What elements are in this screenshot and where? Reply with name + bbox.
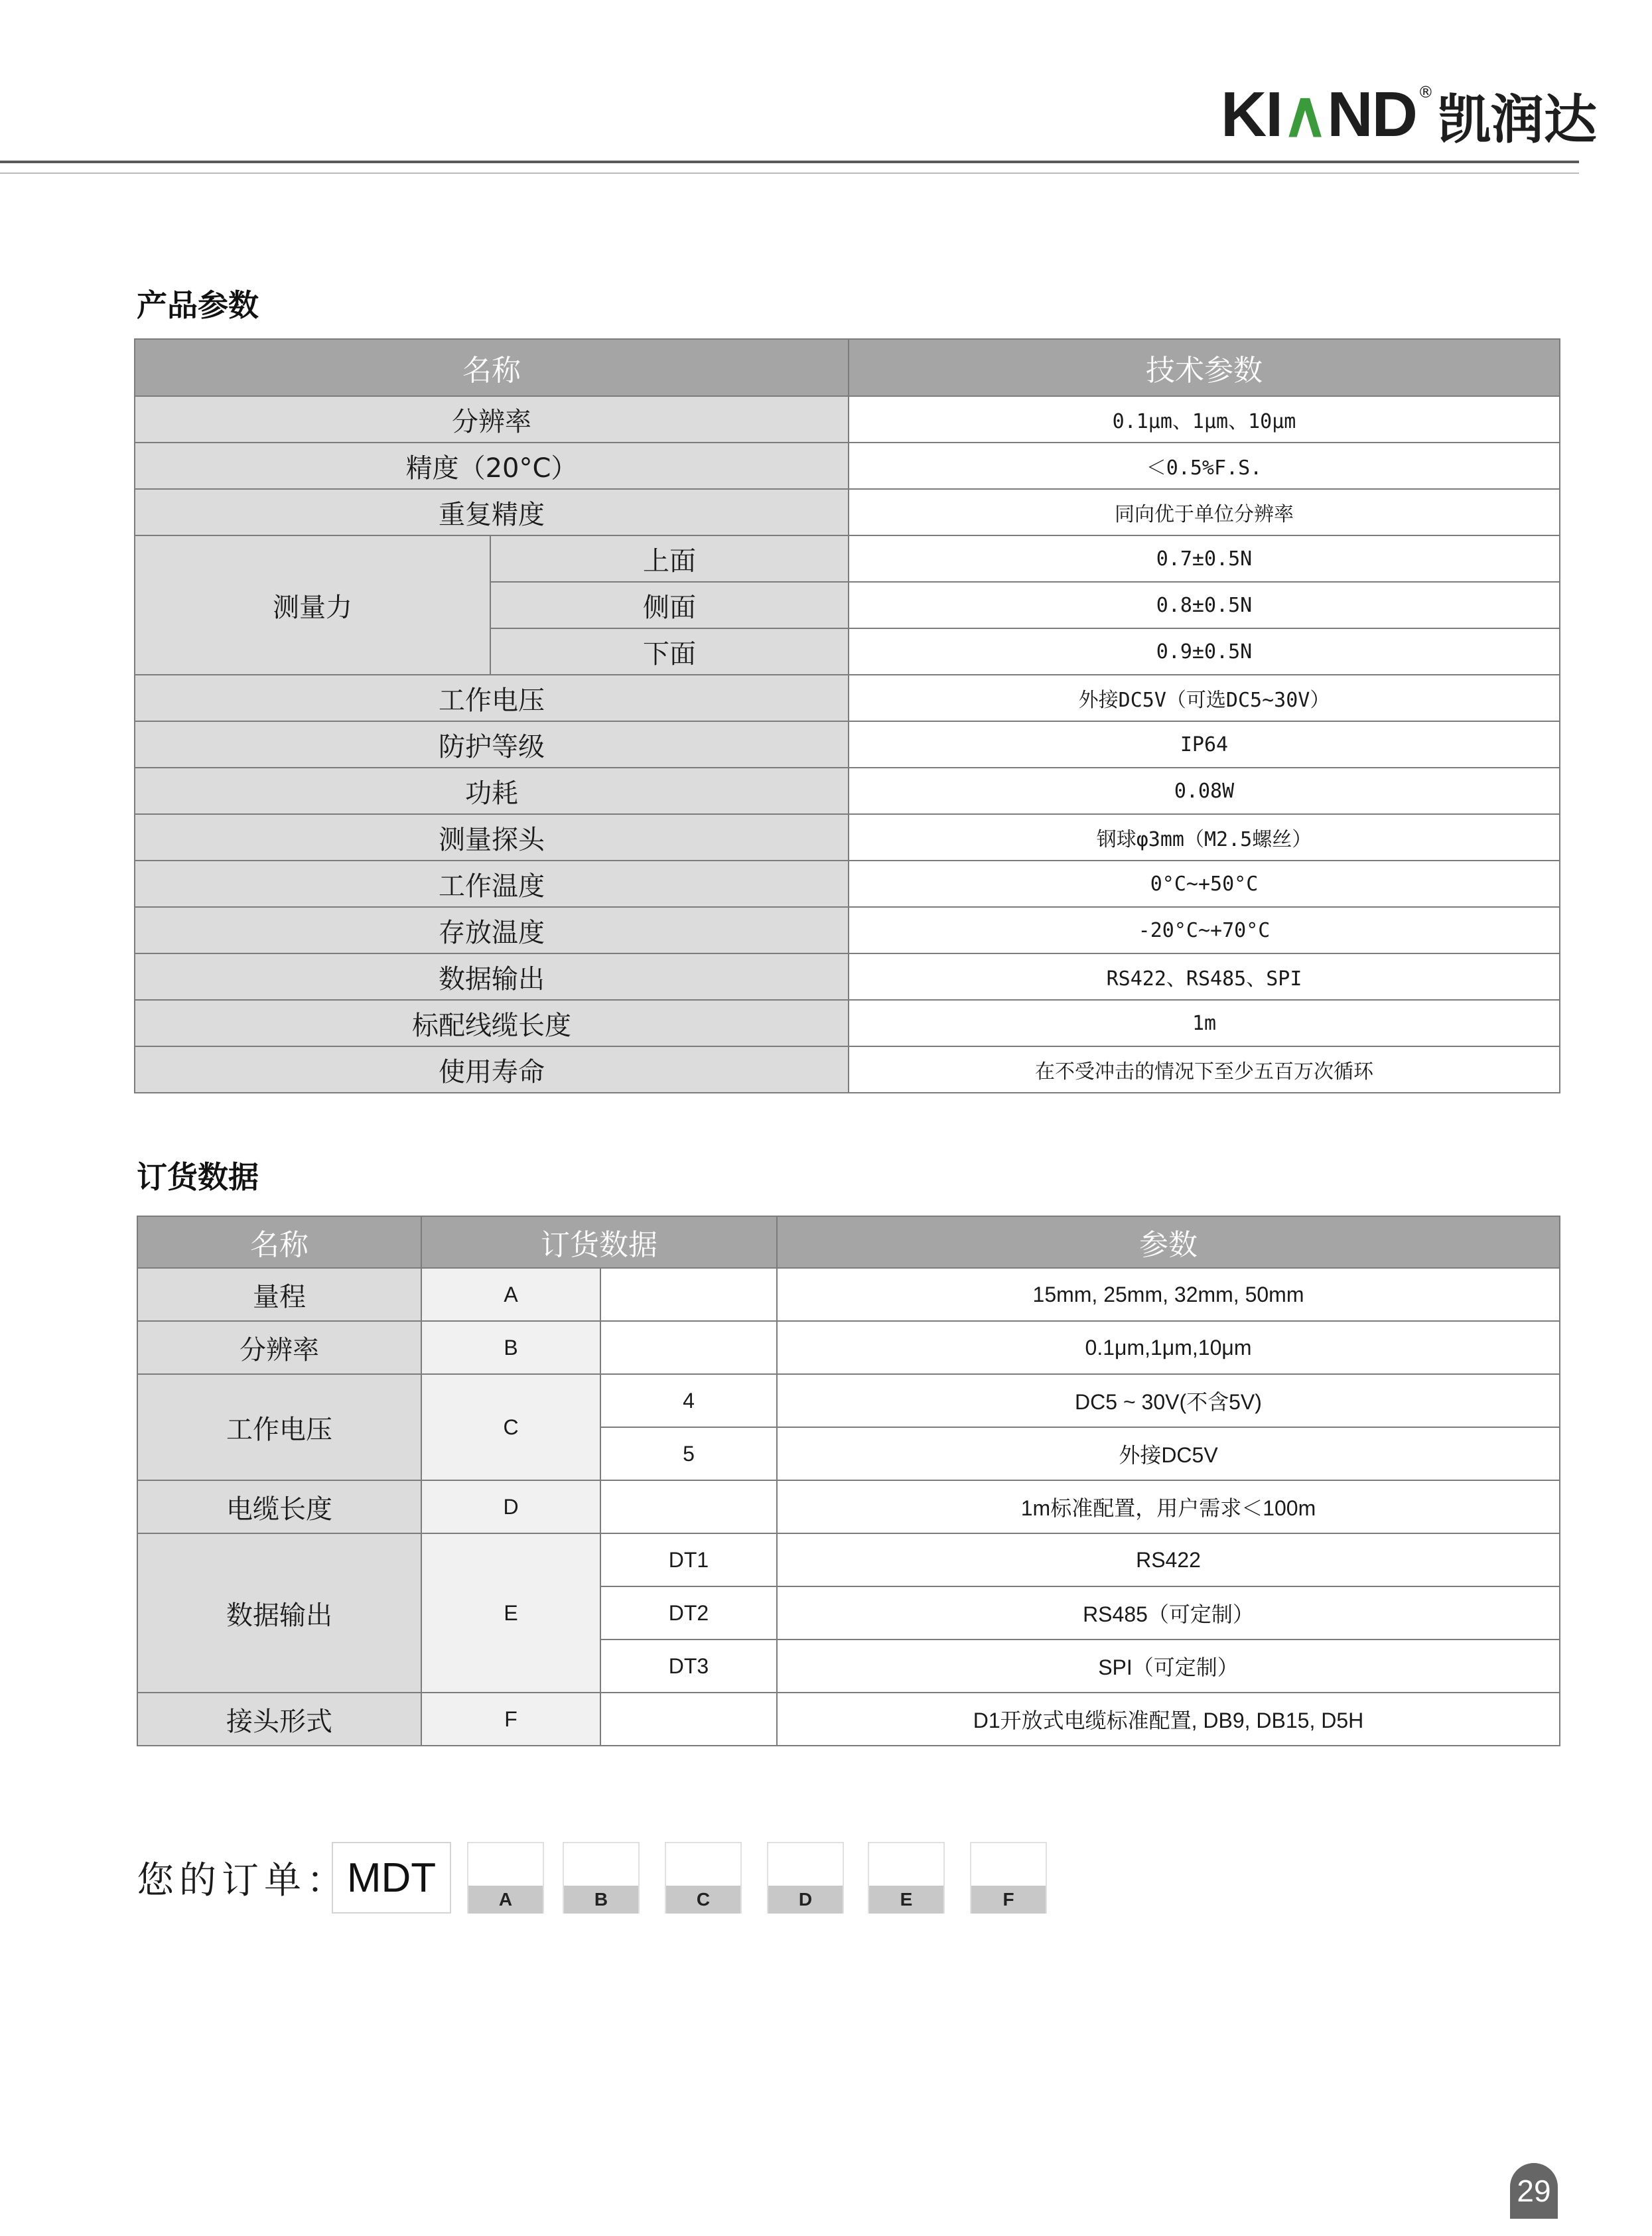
table-row bbox=[135, 443, 1560, 489]
row-label: 测量探头 bbox=[135, 814, 849, 861]
order-slot-d[interactable] bbox=[767, 1842, 844, 1914]
param-value: RS485（可定制） bbox=[777, 1586, 1560, 1640]
param-value: 外接DC5V bbox=[777, 1427, 1560, 1480]
table-row bbox=[135, 535, 1560, 582]
table-row bbox=[135, 489, 1560, 535]
row-label: 存放温度 bbox=[135, 907, 849, 953]
table-row bbox=[137, 1268, 1560, 1321]
row-label: 接头形式 bbox=[137, 1693, 421, 1746]
order-slot-input[interactable] bbox=[869, 1843, 943, 1886]
row-value: 外接DC5V（可选DC5~30V） bbox=[849, 675, 1560, 721]
header-rule bbox=[0, 161, 1579, 163]
table-row bbox=[135, 721, 1560, 768]
row-label: 电缆长度 bbox=[137, 1480, 421, 1533]
order-table bbox=[137, 1216, 1560, 1746]
order-code: E bbox=[421, 1533, 600, 1693]
row-label: 工作电压 bbox=[137, 1374, 421, 1480]
order-slot-caption: C bbox=[666, 1886, 740, 1914]
table-row bbox=[135, 396, 1560, 443]
logo-registered-mark: ® bbox=[1417, 83, 1434, 102]
param-value: 0.1μm,1μm,10μm bbox=[777, 1321, 1560, 1374]
order-slot-input[interactable] bbox=[468, 1843, 543, 1886]
param-value: 15mm, 25mm, 32mm, 50mm bbox=[777, 1268, 1560, 1321]
order-slot-input[interactable] bbox=[768, 1843, 843, 1886]
option-cell: DT1 bbox=[600, 1533, 777, 1586]
col-header-code: 订货数据 bbox=[421, 1216, 777, 1268]
row-value: 钢球φ3mm（M2.5螺丝） bbox=[849, 814, 1560, 861]
order-slot-b[interactable] bbox=[563, 1842, 640, 1914]
table-row bbox=[135, 814, 1560, 861]
row-value: 0.9±0.5N bbox=[849, 628, 1560, 675]
order-slot-caption: D bbox=[768, 1886, 843, 1914]
param-value: D1开放式电缆标准配置, DB9, DB15, D5H bbox=[777, 1693, 1560, 1746]
order-code: C bbox=[421, 1374, 600, 1480]
row-label: 分辨率 bbox=[135, 396, 849, 443]
order-slot-f[interactable] bbox=[970, 1842, 1047, 1914]
order-slot-input[interactable] bbox=[971, 1843, 1046, 1886]
col-header-name: 名称 bbox=[137, 1216, 421, 1268]
order-slot-caption: E bbox=[869, 1886, 943, 1914]
row-label: 工作电压 bbox=[135, 675, 849, 721]
row-value: ＜0.5%F.S. bbox=[849, 443, 1560, 489]
table-row bbox=[135, 1046, 1560, 1093]
option-cell bbox=[600, 1321, 777, 1374]
col-header-param: 参数 bbox=[777, 1216, 1560, 1268]
row-label: 分辨率 bbox=[137, 1321, 421, 1374]
order-slot-c[interactable] bbox=[665, 1842, 742, 1914]
row-value: -20°C~+70°C bbox=[849, 907, 1560, 953]
table-row bbox=[135, 907, 1560, 953]
table-row bbox=[137, 1321, 1560, 1374]
table-row bbox=[137, 1693, 1560, 1746]
row-label: 功耗 bbox=[135, 768, 849, 814]
row-value: 0°C~+50°C bbox=[849, 861, 1560, 907]
col-header-value: 技术参数 bbox=[849, 339, 1560, 396]
table-row bbox=[135, 675, 1560, 721]
row-label: 工作温度 bbox=[135, 861, 849, 907]
row-value: 0.7±0.5N bbox=[849, 535, 1560, 582]
order-slot-caption: B bbox=[564, 1886, 638, 1914]
order-slot-input[interactable] bbox=[564, 1843, 638, 1886]
row-label: 数据输出 bbox=[137, 1533, 421, 1693]
table-row bbox=[135, 1000, 1560, 1046]
header-rule-thin bbox=[0, 173, 1579, 174]
order-slot-input[interactable] bbox=[666, 1843, 740, 1886]
option-cell: DT3 bbox=[600, 1640, 777, 1693]
table-header-row bbox=[135, 339, 1560, 396]
row-value: 在不受冲击的情况下至少五百万次循环 bbox=[849, 1046, 1560, 1093]
table-header-row bbox=[137, 1216, 1560, 1268]
your-order-label: 您的订单： bbox=[137, 1859, 349, 1902]
order-code: D bbox=[421, 1480, 600, 1533]
brand-logo bbox=[1221, 78, 1597, 151]
force-sub-label: 上面 bbox=[490, 535, 849, 582]
option-cell bbox=[600, 1693, 777, 1746]
option-cell bbox=[600, 1480, 777, 1533]
logo-chinese: 凯润达 bbox=[1437, 88, 1597, 151]
col-header-name: 名称 bbox=[135, 339, 849, 396]
row-label: 量程 bbox=[137, 1268, 421, 1321]
order-code: B bbox=[421, 1321, 600, 1374]
table-row bbox=[137, 1374, 1560, 1427]
table-row bbox=[135, 768, 1560, 814]
order-code: A bbox=[421, 1268, 600, 1321]
row-label: 精度（20°C） bbox=[135, 443, 849, 489]
table-row bbox=[135, 861, 1560, 907]
option-cell bbox=[600, 1268, 777, 1321]
row-label: 重复精度 bbox=[135, 489, 849, 535]
row-value: RS422、RS485、SPI bbox=[849, 953, 1560, 1000]
option-cell: 4 bbox=[600, 1374, 777, 1427]
row-value: 0.8±0.5N bbox=[849, 582, 1560, 628]
table-row bbox=[137, 1533, 1560, 1586]
spec-table bbox=[134, 338, 1560, 1093]
order-slot-e[interactable] bbox=[868, 1842, 945, 1914]
param-value: RS422 bbox=[777, 1533, 1560, 1586]
order-section-title: 订货数据 bbox=[137, 1159, 259, 1195]
param-value: DC5 ~ 30V(不含5V) bbox=[777, 1374, 1560, 1427]
table-row bbox=[135, 953, 1560, 1000]
row-label: 防护等级 bbox=[135, 721, 849, 768]
row-label: 数据输出 bbox=[135, 953, 849, 1000]
force-sub-label: 侧面 bbox=[490, 582, 849, 628]
row-value: 同向优于单位分辨率 bbox=[849, 489, 1560, 535]
row-value: 0.08W bbox=[849, 768, 1560, 814]
row-value: IP64 bbox=[849, 721, 1560, 768]
order-slot-caption: A bbox=[468, 1886, 543, 1914]
option-cell: DT2 bbox=[600, 1586, 777, 1640]
order-prefix-box: MDT bbox=[332, 1842, 451, 1914]
row-value: 0.1μm、1μm、10μm bbox=[849, 396, 1560, 443]
table-row bbox=[137, 1480, 1560, 1533]
order-code: F bbox=[421, 1693, 600, 1746]
order-slot-a[interactable] bbox=[467, 1842, 544, 1914]
order-slot-caption: F bbox=[971, 1886, 1046, 1914]
param-value: SPI（可定制） bbox=[777, 1640, 1560, 1693]
page-number: 29 bbox=[1510, 2163, 1558, 2219]
row-label: 使用寿命 bbox=[135, 1046, 849, 1093]
spec-section-title: 产品参数 bbox=[137, 287, 259, 323]
option-cell: 5 bbox=[600, 1427, 777, 1480]
row-value: 1m bbox=[849, 1000, 1560, 1046]
logo-latin: KI∧ND bbox=[1221, 79, 1416, 150]
row-label: 标配线缆长度 bbox=[135, 1000, 849, 1046]
force-label: 测量力 bbox=[135, 535, 490, 675]
force-sub-label: 下面 bbox=[490, 628, 849, 675]
param-value: 1m标准配置，用户需求＜100m bbox=[777, 1480, 1560, 1533]
